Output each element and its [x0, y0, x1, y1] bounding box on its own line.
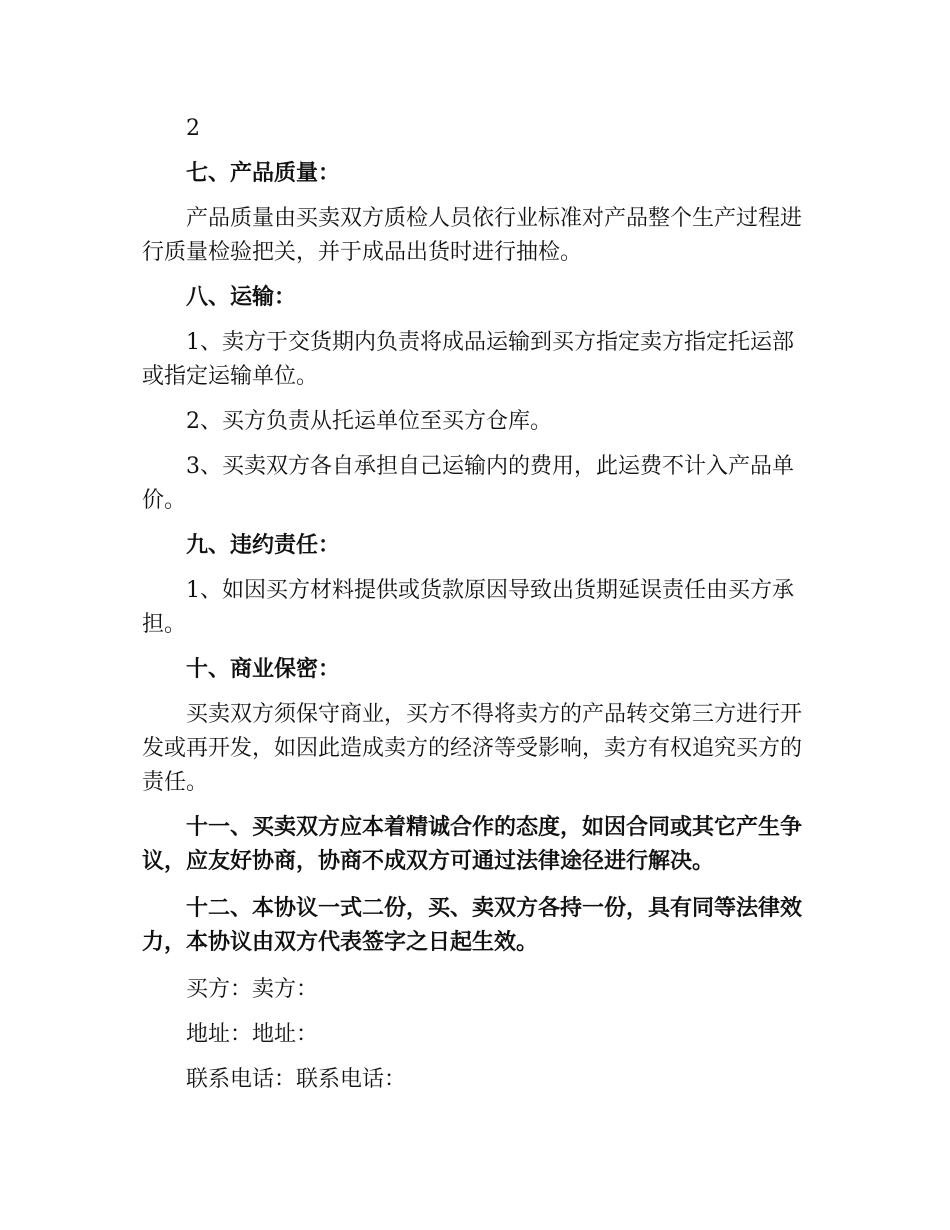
paragraph-liability-1: 1、如因买方材料提供或货款原因导致出货期延误责任由买方承担。 [142, 578, 794, 637]
document-body [142, 112, 808, 1108]
clause-copies-effectiveness: 十二、本协议一式二份，买、卖双方各持一份，具有同等法律效力，本协议由双方代表签字之日起生效。 [142, 896, 803, 955]
paragraph-transport-2: 2、买方负责从托运单位至买方仓库。 [186, 409, 552, 434]
signature-address: 地址：地址： [186, 1022, 319, 1047]
paragraph-transport-1: 1、卖方于交货期内负责将成品运输到买方指定卖方指定托运部或指定运输单位。 [142, 330, 794, 389]
paragraph-transport-3: 3、买卖双方各自承担自己运输内的费用，此运费不计入产品单价。 [142, 454, 794, 513]
paragraph-confidentiality: 买卖双方须保守商业，买方不得将卖方的产品转交第三方进行开发或再开发，如因此造成卖方的经济等受影响，卖方有权追究买方的责任。 [142, 702, 803, 795]
section-heading-confidentiality: 十、商业保密： [186, 657, 341, 682]
page-number: 2 [186, 116, 200, 141]
signature-phone: 联系电话：联系电话： [186, 1067, 407, 1092]
paragraph-product-quality: 产品质量由买卖双方质检人员依行业标准对产品整个生产过程进行质量检验把关，并于成品出货时进行抽检。 [142, 206, 803, 265]
section-heading-transport: 八、运输： [186, 285, 297, 310]
signature-parties: 买方：卖方： [186, 977, 319, 1002]
section-heading-product-quality: 七、产品质量： [186, 161, 341, 186]
clause-dispute-resolution: 十一、买卖双方应本着精诚合作的态度，如因合同或其它产生争议，应友好协商，协商不成双方可通过法律途径进行解决。 [142, 815, 803, 874]
section-heading-liability: 九、违约责任： [186, 533, 341, 558]
